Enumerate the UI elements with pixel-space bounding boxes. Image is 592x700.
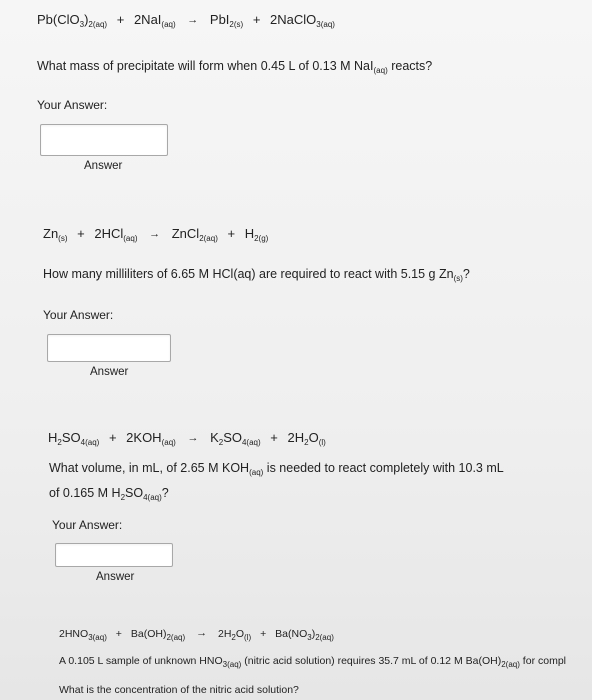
eq3-part: O <box>308 430 319 445</box>
question-3-sub: 2 <box>120 493 126 502</box>
plus-sign: + <box>270 430 278 445</box>
answer-caption-2: Answer <box>90 366 129 378</box>
equation-4 <box>59 628 334 642</box>
question-3-sub: (aq) <box>249 468 264 477</box>
eq3-reactant2: 2KOH <box>126 430 162 445</box>
plus-sign: + <box>252 12 261 27</box>
question-4-sub: 3(aq) <box>222 660 242 669</box>
question-1-text-end: reacts? <box>387 59 433 73</box>
question-2-text: How many milliliters of 6.65 M HCl(aq) are required to react with 5.15 g Zn <box>43 267 454 281</box>
eq3-sub: (l) <box>318 438 326 447</box>
reaction-arrow-icon: → <box>149 228 161 240</box>
eq1-paren: ) <box>84 12 89 27</box>
eq1-sub: (aq) <box>161 20 176 29</box>
eq4-product2: Ba(NO <box>275 628 308 640</box>
eq3-sub: 2 <box>218 438 224 447</box>
eq4-sub: 3(aq) <box>88 633 107 642</box>
eq4-sub: 2(aq) <box>315 633 334 642</box>
answer-input-1[interactable] <box>40 124 168 156</box>
eq4-reactant2: Ba(OH) <box>130 628 167 640</box>
question-3-line-1 <box>49 458 579 483</box>
answer-caption-1: Answer <box>84 160 123 172</box>
plus-sign: + <box>77 226 85 241</box>
eq3-sub: (aq) <box>161 438 176 447</box>
question-2-text-end: ? <box>462 267 470 281</box>
eq1-sub: 3(aq) <box>316 20 335 29</box>
eq2-product1: ZnCl <box>171 226 200 241</box>
eq4-sub: 3 <box>307 633 312 642</box>
eq1-reactant1: Pb(ClO <box>37 12 80 27</box>
eq3-sub: 2 <box>57 438 62 447</box>
question-3-sub: 4(aq) <box>143 493 162 502</box>
question-2 <box>43 264 470 289</box>
plus-sign: + <box>260 628 267 640</box>
eq3-product1: K <box>210 430 219 445</box>
question-3-text-end: is needed to react completely with 10.3 mL <box>263 461 504 475</box>
eq3-part: SO <box>223 430 242 445</box>
question-3-text-end: ? <box>161 486 169 500</box>
question-4-text: A 0.105 L sample of unknown HNO <box>59 655 223 667</box>
your-answer-label-3: Your Answer: <box>52 518 123 532</box>
plus-sign: + <box>108 430 117 445</box>
eq3-sub: 2 <box>304 438 309 447</box>
reaction-arrow-icon: → <box>196 627 208 639</box>
eq2-reactant2: 2HCl <box>94 226 124 241</box>
eq3-sub: 4(aq) <box>241 438 261 447</box>
eq1-reactant2: 2NaI <box>133 12 162 27</box>
eq4-reactant1: 2HNO <box>59 628 89 640</box>
eq2-reactant1: Zn <box>43 226 59 241</box>
eq3-product2: 2H <box>287 430 305 445</box>
equation-2 <box>43 226 268 243</box>
your-answer-label-2: Your Answer: <box>43 308 114 322</box>
answer-input-2[interactable] <box>47 334 171 362</box>
eq3-reactant1: H <box>48 430 58 445</box>
reaction-arrow-icon: → <box>187 432 199 444</box>
question-3 <box>49 458 579 508</box>
your-answer-label-1: Your Answer: <box>37 98 108 112</box>
question-3-text: of 0.165 M H <box>49 486 121 500</box>
eq1-sub: 2(s) <box>229 20 244 29</box>
question-4-text: (nitric acid solution) requires 35.7 mL of 0.12 M Ba(OH) <box>241 655 502 667</box>
eq4-sub: 2 <box>231 633 236 642</box>
eq1-sub: 2(aq) <box>88 20 108 29</box>
eq1-sub: 3 <box>79 20 85 29</box>
eq4-part: ) <box>311 628 316 640</box>
eq2-sub: (s) <box>58 234 68 243</box>
eq2-product2: H <box>244 226 255 241</box>
question-4-text-end: for compl <box>519 655 566 667</box>
question-1 <box>37 56 432 81</box>
eq4-product1: 2H <box>217 628 232 640</box>
eq4-sub: (l) <box>244 633 252 642</box>
question-4-sub: 2(aq) <box>501 660 520 669</box>
eq4-sub: 2(aq) <box>166 633 186 642</box>
answer-caption-3: Answer <box>96 571 135 583</box>
question-4-line-2: What is the concentration of the nitric acid solution? <box>59 684 299 696</box>
question-4-line-1 <box>59 651 592 675</box>
equation-3 <box>48 430 326 447</box>
question-3-text: What volume, in mL, of 2.65 M KOH <box>49 461 250 475</box>
eq2-sub: (aq) <box>123 234 138 243</box>
question-3-text: SO <box>125 486 144 500</box>
eq2-sub: 2(aq) <box>199 234 218 243</box>
question-2-sub: (s) <box>453 274 463 283</box>
equation-1 <box>37 12 335 29</box>
eq4-part: O <box>235 628 245 640</box>
eq1-product2: 2NaClO <box>270 12 317 27</box>
eq3-sub: 4(aq) <box>80 438 100 447</box>
question-1-sub: (aq) <box>373 66 388 75</box>
answer-input-3[interactable] <box>55 543 173 567</box>
plus-sign: + <box>115 628 122 640</box>
eq1-product1: PbI <box>209 12 230 27</box>
eq2-sub: 2(g) <box>254 234 269 243</box>
question-3-line-2 <box>49 483 579 508</box>
plus-sign: + <box>116 12 125 27</box>
eq3-part: SO <box>61 430 81 445</box>
question-1-text: What mass of precipitate will form when 0.45 L of 0.13 M NaI <box>37 59 374 73</box>
plus-sign: + <box>227 226 236 241</box>
reaction-arrow-icon: → <box>187 14 199 26</box>
